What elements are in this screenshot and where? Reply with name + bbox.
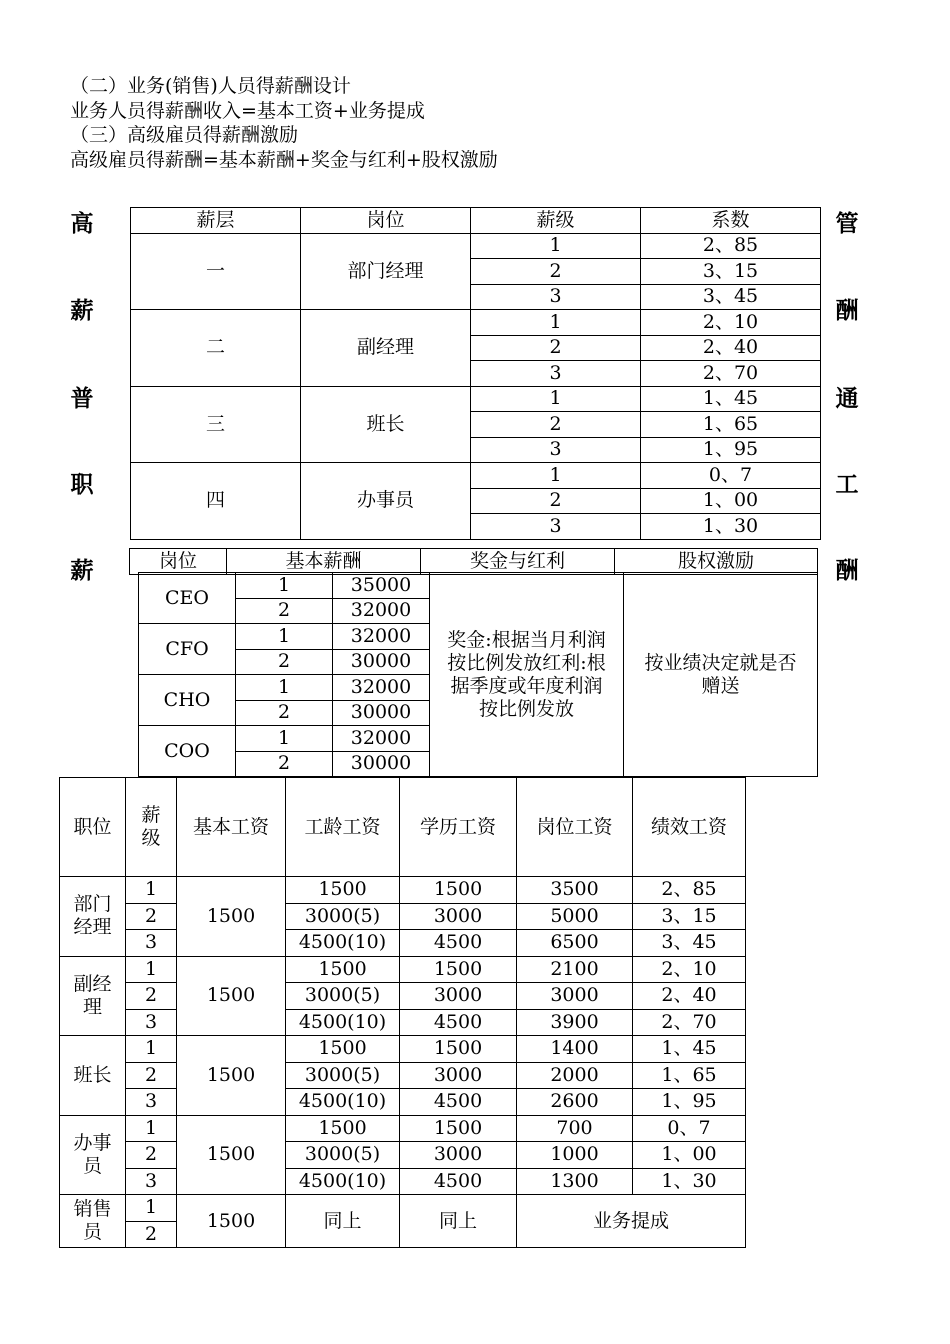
grade-cell: 1 <box>126 1036 177 1063</box>
salary-cell: 30000 <box>333 700 430 726</box>
coef-cell: 3、45 <box>641 284 821 310</box>
header-cell: 岗位工资 <box>517 778 633 877</box>
post-cell: CFO <box>139 624 236 675</box>
tier-cell: 三 <box>131 386 301 463</box>
performance-cell: 0、7 <box>633 1115 746 1142</box>
tier-cell: 二 <box>131 310 301 387</box>
seniority-cell: 4500(10) <box>286 1089 400 1116</box>
side-char-right: 工 <box>835 472 859 498</box>
grade-cell: 2 <box>471 259 641 285</box>
table-row <box>60 1115 746 1142</box>
grade-cell: 1 <box>471 310 641 336</box>
performance-cell: 1、30 <box>633 1168 746 1195</box>
table-row <box>60 1195 746 1222</box>
grade-cell: 3 <box>471 361 641 387</box>
salary-cell: 32000 <box>333 598 430 624</box>
grade-cell: 2 <box>126 903 177 930</box>
position-cell: 5000 <box>517 903 633 930</box>
header-cell: 基本工资 <box>177 778 286 877</box>
post-cell: 部门经理 <box>60 877 126 957</box>
education-cell: 4500 <box>400 1009 517 1036</box>
grade-cell: 1 <box>471 463 641 489</box>
education-cell: 同上 <box>400 1195 517 1248</box>
education-cell: 4500 <box>400 1168 517 1195</box>
grade-cell: 3 <box>471 437 641 463</box>
table-row <box>60 1142 746 1169</box>
performance-cell: 1、00 <box>633 1142 746 1169</box>
position-cell: 1000 <box>517 1142 633 1169</box>
grade-cell: 3 <box>471 284 641 310</box>
grade-cell: 1 <box>471 386 641 412</box>
table-row <box>60 1036 746 1063</box>
table-row <box>139 573 818 599</box>
coef-cell: 2、10 <box>641 310 821 336</box>
header-cell: 薪级 <box>471 208 641 234</box>
performance-cell: 1、95 <box>633 1089 746 1116</box>
position-cell: 3000 <box>517 983 633 1010</box>
post-cell: 办事员 <box>60 1115 126 1195</box>
header-cell: 系数 <box>641 208 821 234</box>
table-header-row <box>60 778 746 877</box>
grade-cell: 1 <box>126 1115 177 1142</box>
header-cell: 薪层 <box>131 208 301 234</box>
side-char-right: 酬 <box>835 298 859 324</box>
salary-cell: 32000 <box>333 726 430 752</box>
grade-cell: 1 <box>471 233 641 259</box>
seniority-cell: 1500 <box>286 956 400 983</box>
side-char-right: 酬 <box>835 558 859 584</box>
seniority-cell: 1500 <box>286 1036 400 1063</box>
grade-cell: 2 <box>236 751 333 777</box>
position-cell: 1300 <box>517 1168 633 1195</box>
seniority-cell: 同上 <box>286 1195 400 1248</box>
coef-cell: 1、00 <box>641 488 821 514</box>
table-row <box>60 1062 746 1089</box>
performance-cell: 3、15 <box>633 903 746 930</box>
performance-cell: 3、45 <box>633 930 746 957</box>
seniority-cell: 3000(5) <box>286 1142 400 1169</box>
coef-cell: 3、15 <box>641 259 821 285</box>
grade-cell: 2 <box>126 1142 177 1169</box>
header-cell: 工龄工资 <box>286 778 400 877</box>
education-cell: 1500 <box>400 877 517 904</box>
post-cell: 副经理 <box>60 956 126 1036</box>
education-cell: 3000 <box>400 1142 517 1169</box>
seniority-cell: 1500 <box>286 1115 400 1142</box>
position-cell: 2600 <box>517 1089 633 1116</box>
header-cell: 职位 <box>60 778 126 877</box>
post-cell: 班长 <box>60 1036 126 1116</box>
base-cell: 1500 <box>177 956 286 1036</box>
performance-cell: 2、10 <box>633 956 746 983</box>
education-cell: 3000 <box>400 903 517 930</box>
coef-cell: 1、45 <box>641 386 821 412</box>
performance-cell: 2、70 <box>633 1009 746 1036</box>
salary-tier-table <box>130 207 821 540</box>
seniority-cell: 3000(5) <box>286 903 400 930</box>
seniority-cell: 4500(10) <box>286 930 400 957</box>
post-cell: 销售员 <box>60 1195 126 1248</box>
grade-cell: 1 <box>236 624 333 650</box>
header-cell: 奖金与红利 <box>421 549 615 575</box>
position-cell: 700 <box>517 1115 633 1142</box>
grade-cell: 3 <box>471 514 641 540</box>
grade-cell: 3 <box>126 1009 177 1036</box>
intro-line: （二）业务(销售)人员得薪酬设计 <box>70 75 351 97</box>
intro-text <box>70 74 498 172</box>
side-char-left: 职 <box>70 472 94 498</box>
commission-cell: 业务提成 <box>517 1195 746 1248</box>
seniority-cell: 4500(10) <box>286 1009 400 1036</box>
grade-cell: 1 <box>236 675 333 701</box>
header-cell: 学历工资 <box>400 778 517 877</box>
grade-cell: 1 <box>126 1195 177 1222</box>
post-cell: 副经理 <box>301 310 471 387</box>
salary-cell: 30000 <box>333 751 430 777</box>
table-row <box>60 956 746 983</box>
side-char-left: 薪 <box>70 298 94 324</box>
seniority-cell: 3000(5) <box>286 983 400 1010</box>
performance-cell: 1、65 <box>633 1062 746 1089</box>
bonus-cell: 奖金:根据当月利润按比例发放红利:根据季度或年度利润按比例发放 <box>430 573 624 777</box>
base-cell: 1500 <box>177 1115 286 1195</box>
base-cell: 1500 <box>177 1195 286 1248</box>
salary-cell: 32000 <box>333 624 430 650</box>
post-cell: COO <box>139 726 236 777</box>
table-row <box>60 877 746 904</box>
post-cell: CEO <box>139 573 236 624</box>
grade-cell: 2 <box>126 1221 177 1248</box>
base-cell: 1500 <box>177 877 286 957</box>
seniority-cell: 1500 <box>286 877 400 904</box>
grade-cell: 1 <box>236 726 333 752</box>
intro-line: （三）高级雇员得薪酬激励 <box>70 124 299 146</box>
grade-cell: 2 <box>126 1062 177 1089</box>
side-char-right: 通 <box>835 386 859 412</box>
table-row <box>131 386 821 412</box>
header-cell: 薪级 <box>126 778 177 877</box>
table-row <box>60 930 746 957</box>
intro-line: 业务人员得薪酬收入=基本工资+业务提成 <box>70 99 425 122</box>
grade-cell: 3 <box>126 1168 177 1195</box>
tier-cell: 一 <box>131 233 301 310</box>
salary-cell: 30000 <box>333 649 430 675</box>
coef-cell: 2、70 <box>641 361 821 387</box>
coef-cell: 1、65 <box>641 412 821 438</box>
position-cell: 3500 <box>517 877 633 904</box>
salary-cell: 35000 <box>333 573 430 599</box>
executive-salary-table <box>138 572 818 777</box>
table-header-row <box>130 549 818 575</box>
performance-cell: 2、40 <box>633 983 746 1010</box>
side-char-left: 薪 <box>70 558 94 584</box>
grade-cell: 2 <box>236 598 333 624</box>
post-cell: 部门经理 <box>301 233 471 310</box>
executive-header-table <box>129 548 818 575</box>
grade-cell: 2 <box>236 700 333 726</box>
education-cell: 3000 <box>400 983 517 1010</box>
grade-cell: 1 <box>236 573 333 599</box>
position-cell: 2100 <box>517 956 633 983</box>
table-row <box>131 233 821 259</box>
side-char-right: 管 <box>835 211 859 237</box>
grade-cell: 1 <box>126 877 177 904</box>
side-char-left: 高 <box>70 211 94 237</box>
post-cell: 办事员 <box>301 463 471 540</box>
education-cell: 1500 <box>400 956 517 983</box>
tier-cell: 四 <box>131 463 301 540</box>
position-cell: 6500 <box>517 930 633 957</box>
grade-cell: 2 <box>236 649 333 675</box>
education-cell: 4500 <box>400 930 517 957</box>
seniority-cell: 4500(10) <box>286 1168 400 1195</box>
side-char-left: 普 <box>70 386 94 412</box>
grade-cell: 3 <box>126 1089 177 1116</box>
table-row <box>131 310 821 336</box>
position-cell: 1400 <box>517 1036 633 1063</box>
coef-cell: 1、30 <box>641 514 821 540</box>
position-cell: 3900 <box>517 1009 633 1036</box>
grade-cell: 2 <box>471 412 641 438</box>
table-row <box>60 1168 746 1195</box>
base-cell: 1500 <box>177 1036 286 1116</box>
equity-cell: 按业绩决定就是否赠送 <box>624 573 818 777</box>
grade-cell: 3 <box>126 930 177 957</box>
education-cell: 3000 <box>400 1062 517 1089</box>
coef-cell: 2、85 <box>641 233 821 259</box>
education-cell: 4500 <box>400 1089 517 1116</box>
table-row <box>60 903 746 930</box>
table-row <box>60 1089 746 1116</box>
header-cell: 岗位 <box>301 208 471 234</box>
performance-cell: 1、45 <box>633 1036 746 1063</box>
header-cell: 基本薪酬 <box>227 549 421 575</box>
table-row <box>60 1009 746 1036</box>
table-row <box>60 983 746 1010</box>
position-cell: 2000 <box>517 1062 633 1089</box>
grade-cell: 2 <box>471 488 641 514</box>
seniority-cell: 3000(5) <box>286 1062 400 1089</box>
post-cell: CHO <box>139 675 236 726</box>
header-cell: 绩效工资 <box>633 778 746 877</box>
salary-cell: 32000 <box>333 675 430 701</box>
post-cell: 班长 <box>301 386 471 463</box>
education-cell: 1500 <box>400 1036 517 1063</box>
coef-cell: 1、95 <box>641 437 821 463</box>
salary-detail-table <box>59 777 746 1248</box>
coef-cell: 0、7 <box>641 463 821 489</box>
table-header-row <box>131 208 821 234</box>
grade-cell: 1 <box>126 956 177 983</box>
intro-line: 高级雇员得薪酬=基本薪酬+奖金与红利+股权激励 <box>70 148 498 171</box>
education-cell: 1500 <box>400 1115 517 1142</box>
grade-cell: 2 <box>126 983 177 1010</box>
grade-cell: 2 <box>471 335 641 361</box>
coef-cell: 2、40 <box>641 335 821 361</box>
performance-cell: 2、85 <box>633 877 746 904</box>
header-cell: 岗位 <box>130 549 227 575</box>
header-cell: 股权激励 <box>615 549 818 575</box>
table-row <box>131 463 821 489</box>
